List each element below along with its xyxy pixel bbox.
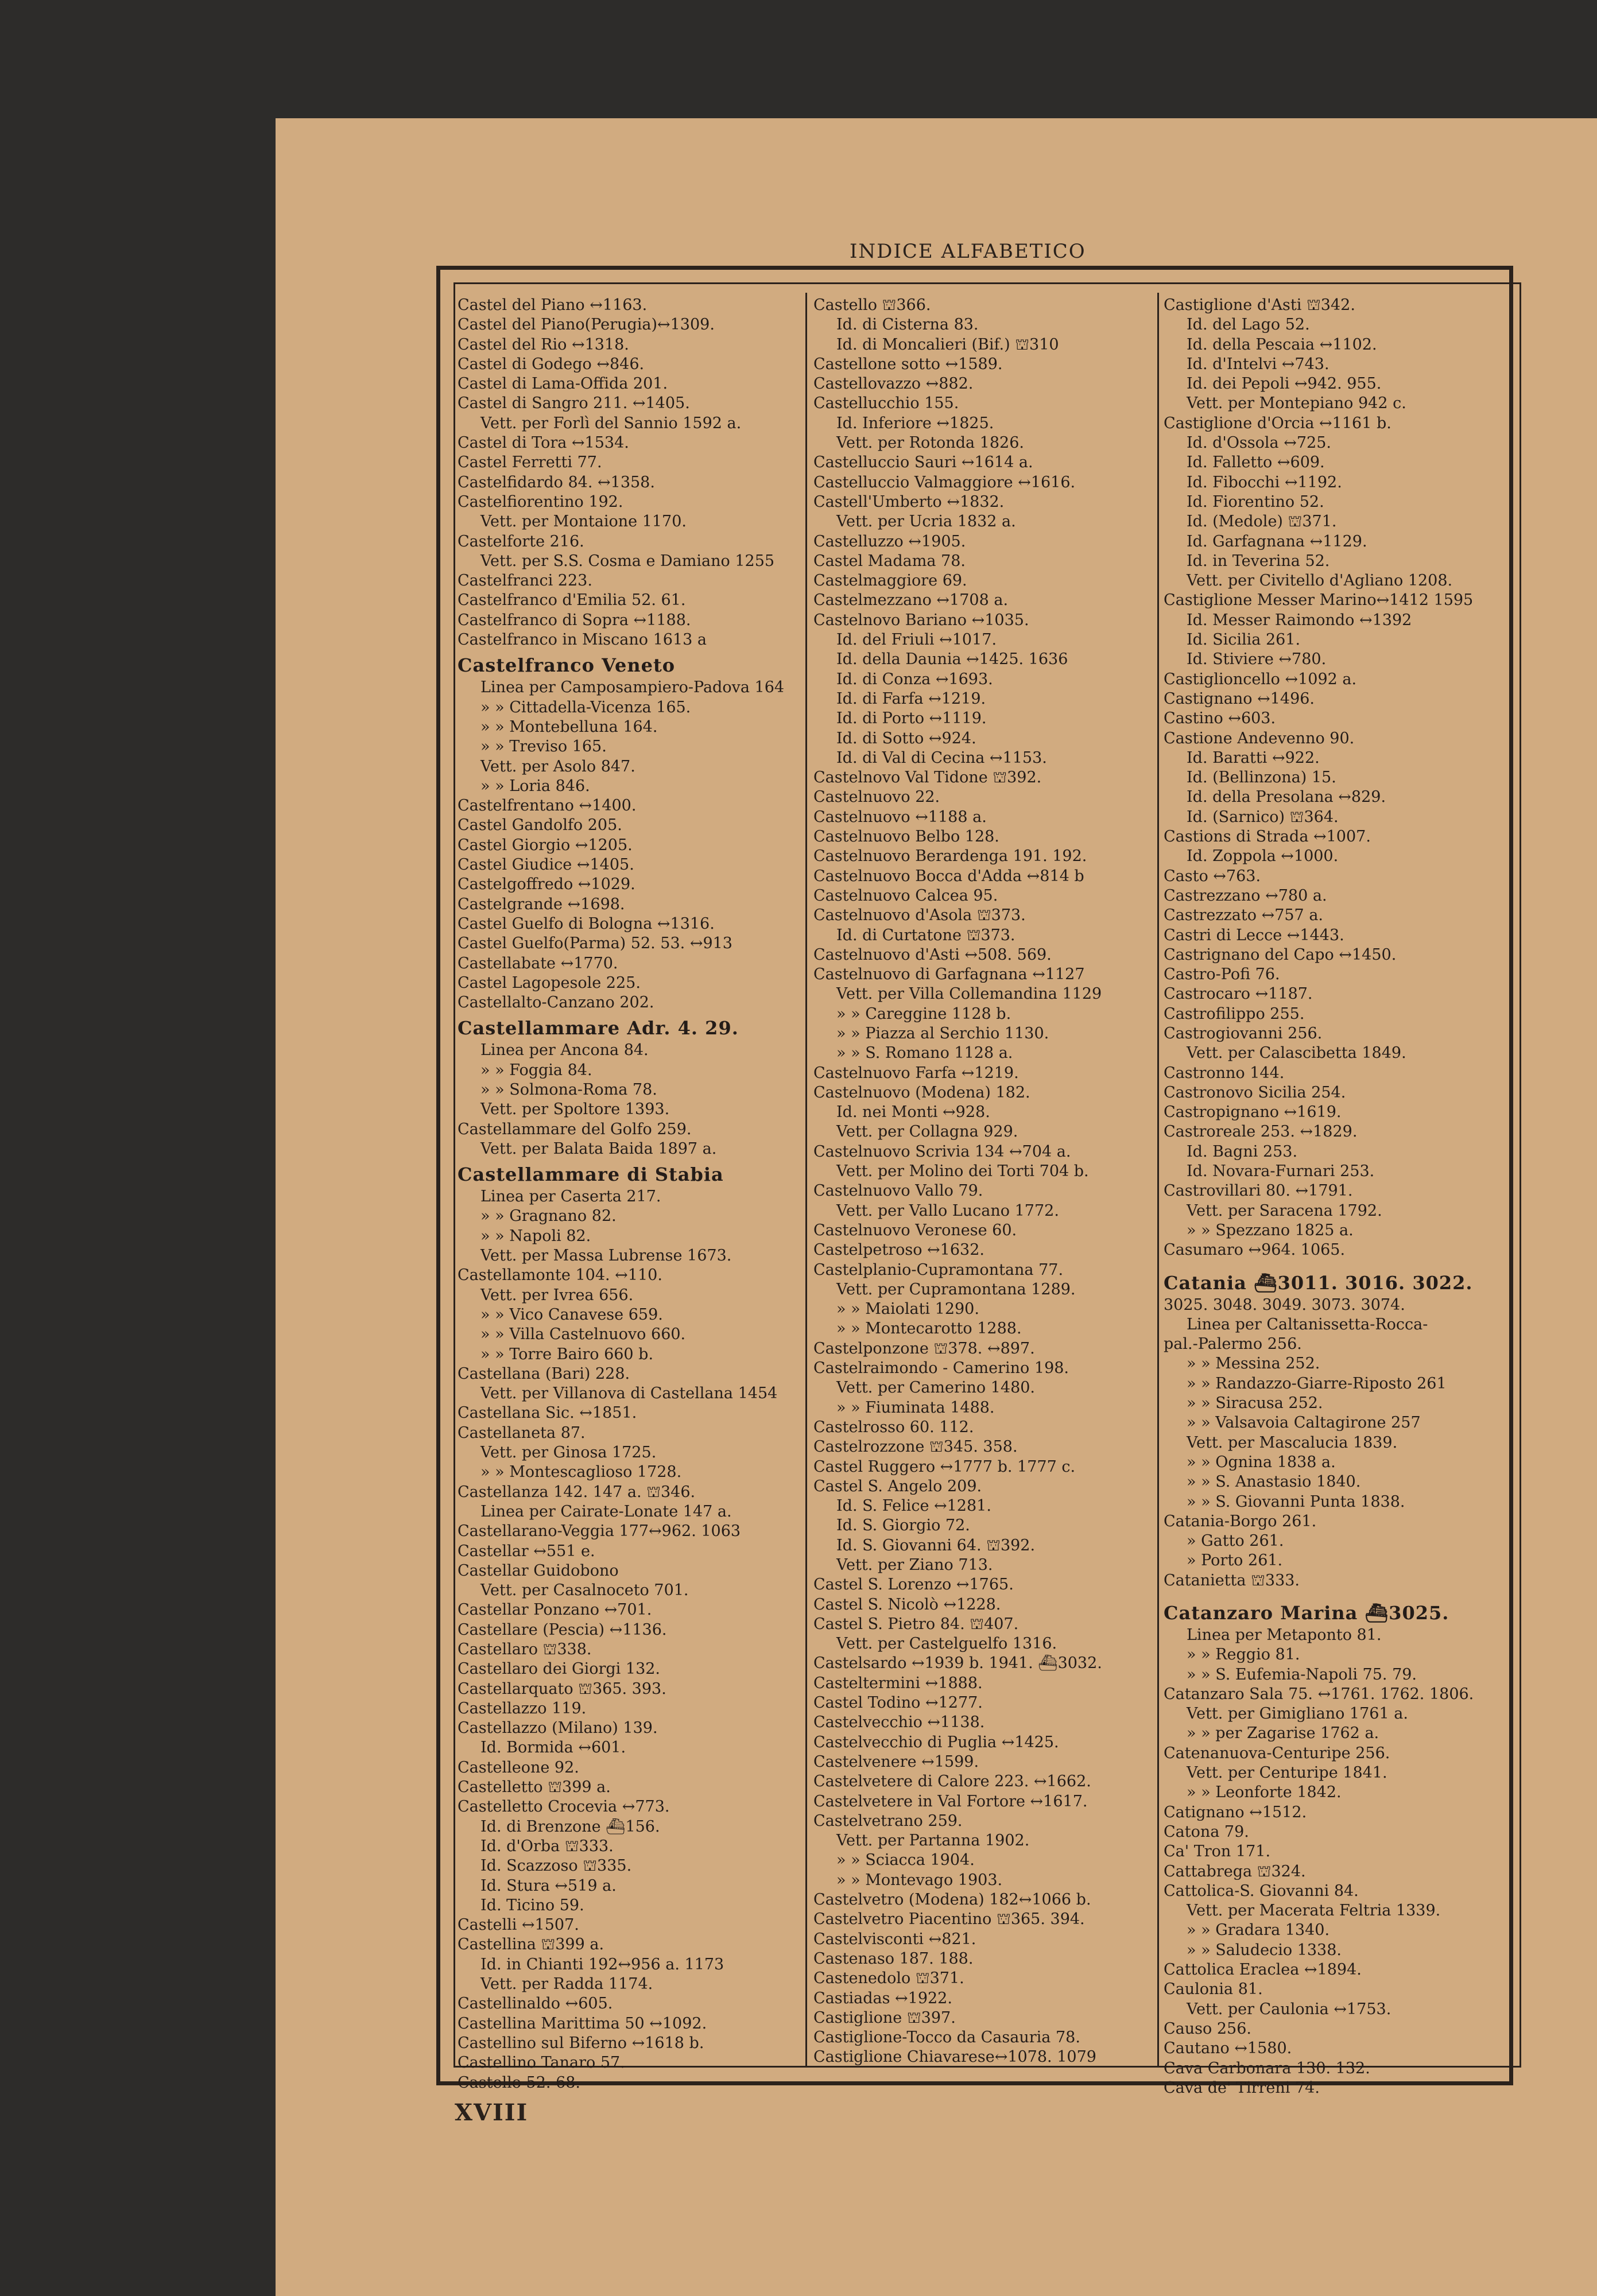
index-column-left: [458, 296, 802, 2092]
index-entry: Id. del Friuli ↔1017.: [836, 631, 997, 649]
index-entry: Vett. per Spoltore 1393.: [480, 1100, 670, 1119]
index-entry: Castellone sotto ↔1589.: [813, 355, 1003, 373]
index-entry: Id. dei Pepoli ↔942. 955.: [1187, 375, 1382, 393]
index-entry: Castino ↔603.: [1164, 709, 1276, 728]
index-entry: » » S. Eufemia-Napoli 75. 79.: [1187, 1665, 1417, 1684]
index-entry: Castellare (Pescia) ↔1136.: [458, 1620, 667, 1639]
index-entry: Id. della Presolana ↔829.: [1187, 788, 1386, 806]
index-entry: Id. di Cisterna 83.: [836, 316, 979, 334]
index-entry: Casto ↔763.: [1164, 867, 1261, 885]
index-entry: pal.-Palermo 256.: [1164, 1335, 1302, 1353]
index-entry: Caulonia 81.: [1164, 1980, 1263, 1999]
index-entry: Castel Giudice ↔1405.: [458, 856, 634, 874]
index-entry: Castelraimondo - Camerino 198.: [813, 1359, 1069, 1378]
index-entry: Vett. per Villanova di Castellana 1454: [480, 1384, 778, 1403]
index-entry: Castel S. Pietro 84. ⛫407.: [813, 1615, 1019, 1633]
index-entry: Castellazzo (Milano) 139.: [458, 1719, 658, 1737]
index-entry: Castelgoffredo ↔1029.: [458, 875, 635, 894]
index-entry: Castignano ↔1496.: [1164, 689, 1315, 708]
index-entry: Castel S. Nicolò ↔1228.: [813, 1595, 1001, 1614]
index-entry: Vett. per Cupramontana 1289.: [836, 1280, 1076, 1298]
index-entry: Castellaro ⛫338.: [458, 1640, 592, 1658]
index-entry: Castel di Sangro 211. ↔1405.: [458, 394, 690, 413]
index-entry: » » Siracusa 252.: [1187, 1394, 1323, 1413]
index-entry: Castel Guelfo di Bologna ↔1316.: [458, 914, 715, 933]
index-entry: Castellucchio 155.: [813, 394, 959, 413]
index-entry: Castelletto ⛫399 a.: [458, 1778, 611, 1797]
index-entry: » » Saludecio 1338.: [1187, 1941, 1342, 1959]
index-entry: Vett. per Montaione 1170.: [480, 513, 687, 531]
index-entry: Castellana Sic. ↔1851.: [458, 1404, 637, 1422]
index-entry: » » Gragnano 82.: [480, 1207, 617, 1225]
index-entry: Catenanuova-Centuripe 256.: [1164, 1744, 1390, 1762]
index-entry: Id. Zoppola ↔1000.: [1187, 847, 1339, 866]
index-entry: Castroreale 253. ↔1829.: [1164, 1123, 1358, 1141]
index-entry: Vett. per Casalnoceto 701.: [480, 1581, 689, 1600]
index-entry: » » Messina 252.: [1187, 1355, 1320, 1373]
index-entry: Id. Sicilia 261.: [1187, 631, 1301, 649]
index-entry: » » Solmona-Roma 78.: [480, 1080, 657, 1099]
index-entry: Castrofilippo 255.: [1164, 1004, 1305, 1023]
index-entry: Castellammare del Golfo 259.: [458, 1120, 692, 1138]
index-entry: Castelvecchio di Puglia ↔1425.: [813, 1733, 1059, 1751]
index-entry: Castel Gandolfo 205.: [458, 816, 622, 835]
index-entry: Castelnuovo Calcea 95.: [813, 886, 998, 905]
index-entry: Id. Fiorentino 52.: [1187, 492, 1324, 511]
index-entry: Id. in Teverina 52.: [1187, 552, 1330, 570]
index-entry: Castel del Piano ↔1163.: [458, 296, 648, 314]
index-entry: Linea per Camposampiero-Padova 164: [480, 678, 785, 697]
index-entry: [1164, 1591, 1502, 1597]
index-entry: » » Napoli 82.: [480, 1227, 591, 1245]
index-entry: Catania ⛴3011. 3016. 3022.: [1164, 1271, 1473, 1294]
index-entry: Id. della Pescaia ↔1102.: [1187, 335, 1377, 354]
index-entry: Castel S. Angelo 209.: [813, 1477, 982, 1495]
index-entry: Catona 79.: [1164, 1822, 1249, 1841]
index-entry: Castelplanio-Cupramontana 77.: [813, 1261, 1064, 1279]
index-entry: Castelluccio Sauri ↔1614 a.: [813, 453, 1033, 472]
index-entry: Castelnuovo di Garfagnana ↔1127: [813, 965, 1085, 984]
index-entry: Castelvisconti ↔821.: [813, 1930, 976, 1948]
index-entry: Castropignano ↔1619.: [1164, 1103, 1342, 1122]
index-entry: Castelfranco di Sopra ↔1188.: [458, 611, 691, 629]
index-entry: » » S. Romano 1128 a.: [836, 1044, 1013, 1062]
index-entry: Castelrosso 60. 112.: [813, 1418, 974, 1436]
index-entry: Castiglioncello ↔1092 a.: [1164, 670, 1357, 688]
index-entry: Cava de' Tirreni 74.: [1164, 2078, 1320, 2097]
index-entry: Castel Madama 78.: [813, 552, 966, 570]
index-entry: Castelponzone ⛫378. ↔897.: [813, 1339, 1035, 1358]
index-entry: Casumaro ↔964. 1065.: [1164, 1241, 1346, 1259]
index-entry: Id. Bormida ↔601.: [480, 1739, 626, 1757]
index-entry: Castel Lagopesole 225.: [458, 974, 641, 992]
index-entry: » » S. Anastasio 1840.: [1187, 1473, 1361, 1491]
index-entry: » » Gradara 1340.: [1187, 1921, 1330, 1940]
index-entry: Castri di Lecce ↔1443.: [1164, 926, 1344, 944]
index-entry: Castelrozzone ⛫345. 358.: [813, 1438, 1018, 1456]
index-entry: Castelmaggiore 69.: [813, 572, 967, 590]
index-entry: Castiglione ⛫397.: [813, 2008, 956, 2027]
index-entry: Castiglione Chiavarese↔1078. 1079: [813, 2048, 1096, 2066]
index-entry: Castello 52. 68.: [458, 2073, 581, 2092]
index-entry: » » Loria 846.: [480, 777, 590, 795]
index-entry: Castrezzato ↔757 a.: [1164, 906, 1324, 925]
index-entry: » Gatto 261.: [1187, 1532, 1284, 1550]
index-entry: Vett. per Mascalucia 1839.: [1187, 1433, 1398, 1452]
index-entry: Castellar Ponzano ↔701.: [458, 1601, 652, 1619]
index-entry: Vett. per Rotonda 1826.: [836, 434, 1024, 452]
index-entry: Vett. per Massa Lubrense 1673.: [480, 1247, 732, 1265]
index-entry: Castro-Pofi 76.: [1164, 965, 1280, 984]
index-entry: » » per Zagarise 1762 a.: [1187, 1724, 1379, 1743]
index-entry: » » S. Giovanni Punta 1838.: [1187, 1492, 1405, 1511]
index-column-right: [1164, 296, 1502, 2097]
index-entry: Castellino Tanaro 57.: [458, 2054, 625, 2072]
index-entry: Id. Ticino 59.: [480, 1896, 584, 1914]
index-entry: Id. del Lago 52.: [1187, 316, 1310, 334]
index-entry: Castelpetroso ↔1632.: [813, 1241, 984, 1259]
index-entry: Id. d'Orba ⛫333.: [480, 1837, 614, 1855]
index-entry: Castelfrentano ↔1400.: [458, 797, 637, 815]
index-entry: Castelletto Crocevia ↔773.: [458, 1798, 670, 1816]
index-entry: Castel di Lama-Offida 201.: [458, 375, 668, 393]
index-entry: Castiglione-Tocco da Casauria 78.: [813, 2029, 1080, 2047]
index-entry: » » Montevago 1903.: [836, 1871, 1003, 1889]
index-entry: Castelnuovo Berardenga 191. 192.: [813, 847, 1087, 866]
index-entry: Id. della Daunia ↔1425. 1636: [836, 650, 1068, 669]
index-entry: Castelnovo Bariano ↔1035.: [813, 611, 1029, 629]
index-entry: Id. Scazzoso ⛫335.: [480, 1857, 632, 1875]
index-entry: » » Careggine 1128 b.: [836, 1004, 1011, 1023]
index-entry: Id. di Sotto ↔924.: [836, 729, 976, 747]
index-entry: Id. Bagni 253.: [1187, 1142, 1298, 1161]
index-entry: Id. (Sarnico) ⛫364.: [1187, 808, 1339, 826]
index-entry: Casteltermini ↔1888.: [813, 1674, 983, 1692]
index-entry: Id. di Val di Cecina ↔1153.: [836, 748, 1047, 767]
index-entry: Castrogiovanni 256.: [1164, 1024, 1323, 1042]
index-entry: Castenedolo ⛫371.: [813, 1969, 964, 1988]
index-entry: Castellabate ↔1770.: [458, 954, 618, 972]
index-entry: Castelnuovo Farfa ↔1219.: [813, 1064, 1019, 1082]
index-entry: Castel Ruggero ↔1777 b. 1777 c.: [813, 1457, 1076, 1476]
index-entry: Castellina Marittima 50 ↔1092.: [458, 2014, 707, 2033]
index-entry: » » Treviso 165.: [480, 738, 607, 756]
index-entry: Catanzaro Sala 75. ↔1761. 1762. 1806.: [1164, 1685, 1474, 1703]
index-entry: Vett. per Castelguelfo 1316.: [836, 1635, 1057, 1653]
index-column-middle: [813, 296, 1158, 2064]
index-entry: Castelluzzo ↔1905.: [813, 532, 966, 550]
index-entry: Castrignano del Capo ↔1450.: [1164, 945, 1397, 964]
index-entry: Vett. per Saracena 1792.: [1187, 1201, 1382, 1220]
index-entry: Id. Stiviere ↔780.: [1187, 650, 1327, 669]
index-entry: Causo 256.: [1164, 2019, 1251, 2038]
index-entry: Vett. per S.S. Cosma e Damiano 1255: [480, 552, 775, 570]
index-entry: Vett. per Calascibetta 1849.: [1187, 1044, 1406, 1062]
index-entry: Castel Todino ↔1277.: [813, 1694, 983, 1712]
index-entry: Castelli ↔1507.: [458, 1916, 579, 1934]
index-entry: Catanietta ⛫333.: [1164, 1571, 1300, 1589]
index-entry: Castellar ↔551 e.: [458, 1542, 595, 1560]
index-entry: Vett. per Centuripe 1841.: [1187, 1764, 1387, 1782]
index-entry: Linea per Caserta 217.: [480, 1188, 661, 1206]
index-entry: Vett. per Radda 1174.: [480, 1975, 653, 1994]
index-entry: Cattolica Eraclea ↔1894.: [1164, 1961, 1362, 1979]
index-entry: Cattabrega ⛫324.: [1164, 1862, 1306, 1880]
index-entry: Id. di Conza ↔1693.: [836, 670, 993, 688]
index-entry: Castelfiorentino 192.: [458, 492, 623, 511]
index-entry: Castelvetere in Val Fortore ↔1617.: [813, 1792, 1088, 1810]
index-entry: [1164, 1261, 1502, 1267]
index-entry: Vett. per Ivrea 656.: [480, 1286, 634, 1304]
index-entry: Castelnuovo ↔1188 a.: [813, 808, 987, 826]
index-entry: Castiadas ↔1922.: [813, 1989, 952, 2007]
index-entry: Vett. per Ucria 1832 a.: [836, 513, 1016, 531]
index-entry: Castel S. Lorenzo ↔1765.: [813, 1576, 1014, 1594]
index-entry: Id. (Medole) ⛫371.: [1187, 513, 1337, 531]
index-entry: Castelluccio Valmaggiore ↔1616.: [813, 473, 1076, 491]
index-entry: Castellazzo 119.: [458, 1699, 587, 1717]
index-entry: Linea per Ancona 84.: [480, 1041, 649, 1060]
column-divider: [805, 293, 807, 2066]
index-entry: Cattolica-S. Giovanni 84.: [1164, 1882, 1359, 1900]
index-entry: Id. S. Giovanni 64. ⛫392.: [836, 1536, 1036, 1554]
index-entry: Castel Giorgio ↔1205.: [458, 836, 633, 854]
index-entry: Id. Inferiore ↔1825.: [836, 414, 994, 432]
index-entry: Id. (Bellinzona) 15.: [1187, 769, 1336, 787]
index-entry: » » Maiolati 1290.: [836, 1300, 979, 1318]
index-entry: » » Vico Canavese 659.: [480, 1305, 663, 1324]
index-entry: Castellarano-Veggia 177↔962. 1063: [458, 1522, 741, 1541]
index-entry: » » Montebelluna 164.: [480, 718, 658, 736]
index-entry: Vett. per Asolo 847.: [480, 757, 635, 775]
index-entry: Castione Andevenno 90.: [1164, 729, 1355, 747]
index-entry: Castelfranco in Miscano 1613 a: [458, 631, 707, 649]
index-entry: Castrezzano ↔780 a.: [1164, 886, 1327, 905]
index-entry: Id. di Farfa ↔1219.: [836, 689, 986, 708]
index-entry: Vett. per Balata Baida 1897 a.: [480, 1139, 717, 1158]
index-entry: » » Reggio 81.: [1187, 1646, 1300, 1664]
index-entry: Castiglione d'Asti ⛫342.: [1164, 296, 1355, 314]
index-entry: Vett. per Caulonia ↔1753.: [1187, 2000, 1391, 2018]
index-entry: Castelnuovo Belbo 128.: [813, 828, 999, 846]
index-entry: Vett. per Vallo Lucano 1772.: [836, 1201, 1059, 1220]
index-entry: Linea per Caltanissetta-Rocca-: [1187, 1315, 1428, 1333]
index-entry: Castellana (Bari) 228.: [458, 1364, 630, 1383]
index-entry: Castellaro dei Giorgi 132.: [458, 1660, 661, 1678]
index-entry: Castenaso 187. 188.: [813, 1949, 974, 1968]
index-entry: Castellaneta 87.: [458, 1424, 586, 1442]
index-entry: Castelvecchio ↔1138.: [813, 1713, 985, 1732]
index-entry: Castelsardo ↔1939 b. 1941. ⛴3032.: [813, 1654, 1102, 1673]
index-entry: Castelnuovo Bocca d'Adda ↔814 b: [813, 867, 1084, 885]
index-entry: Castellino sul Biferno ↔1618 b.: [458, 2034, 704, 2052]
index-entry: Cava Carbonara 130. 132.: [1164, 2059, 1370, 2077]
index-entry: Castellinaldo ↔605.: [458, 1995, 613, 2013]
index-entry: » » Sciacca 1904.: [836, 1851, 975, 1870]
index-entry: Vett. per Ziano 713.: [836, 1556, 993, 1574]
index-entry: Castello ⛫366.: [813, 296, 931, 314]
index-entry: Castelnuovo d'Asola ⛫373.: [813, 906, 1026, 925]
index-entry: Id. in Chianti 192↔956 a. 1173: [480, 1955, 724, 1973]
index-entry: Id. Novara-Furnari 253.: [1187, 1162, 1375, 1181]
index-entry: Castelfidardo 84. ↔1358.: [458, 473, 655, 491]
index-entry: Linea per Cairate-Lonate 147 a.: [480, 1502, 732, 1521]
index-entry: Id. Garfagnana ↔1129.: [1187, 532, 1367, 550]
index-entry: Vett. per Villa Collemandina 1129: [836, 985, 1102, 1003]
index-entry: Castronovo Sicilia 254.: [1164, 1083, 1346, 1102]
index-entry: Castelfranci 223.: [458, 572, 592, 590]
index-entry: Vett. per Forlì del Sannio 1592 a.: [480, 414, 742, 432]
index-entry: Castelforte 216.: [458, 532, 584, 550]
index-entry: Castell'Umberto ↔1832.: [813, 492, 1005, 511]
index-entry: Id. d'Ossola ↔725.: [1187, 434, 1331, 452]
index-entry: Castel del Piano(Perugia)↔1309.: [458, 316, 715, 334]
index-entry: Id. nei Monti ↔928.: [836, 1103, 990, 1122]
index-entry: Castelleone 92.: [458, 1758, 579, 1777]
index-entry: Castel Ferretti 77.: [458, 453, 602, 472]
index-entry: Id. Falletto ↔609.: [1187, 453, 1325, 472]
index-entry: Castel Guelfo(Parma) 52. 53. ↔913: [458, 934, 732, 953]
index-entry: Castiglione d'Orcia ↔1161 b.: [1164, 414, 1391, 432]
index-entry: Vett. per Camerino 1480.: [836, 1379, 1036, 1397]
index-entry: Vett. per Ginosa 1725.: [480, 1444, 657, 1462]
index-entry: 3025. 3048. 3049. 3073. 3074.: [1164, 1296, 1405, 1314]
index-entry: » » Fiuminata 1488.: [836, 1398, 995, 1417]
index-entry: Catania-Borgo 261.: [1164, 1512, 1317, 1530]
index-entry: » » Montescaglioso 1728.: [480, 1463, 682, 1481]
index-entry: Castrocaro ↔1187.: [1164, 985, 1313, 1003]
index-entry: » » Cittadella-Vicenza 165.: [480, 698, 691, 716]
index-entry: Castelnuovo Veronese 60.: [813, 1221, 1017, 1239]
index-entry: Castelfranco Veneto: [458, 654, 676, 677]
index-entry: Castrovillari 80. ↔1791.: [1164, 1182, 1353, 1200]
index-entry: Castellar Guidobono: [458, 1561, 619, 1580]
index-entry: Id. di Brenzone ⛴156.: [480, 1817, 660, 1836]
index-entry: Castellammare di Stabia: [458, 1163, 724, 1186]
index-entry: Id. Messer Raimondo ↔1392: [1187, 611, 1412, 629]
index-entry: Castelnuovo (Modena) 182.: [813, 1083, 1030, 1102]
index-entry: Castelnuovo d'Asti ↔508. 569.: [813, 945, 1052, 964]
index-entry: Castelvetro Piacentino ⛫365. 394.: [813, 1910, 1085, 1929]
index-entry: » » Foggia 84.: [480, 1061, 592, 1079]
index-entry: Castelnuovo Vallo 79.: [813, 1182, 983, 1200]
index-entry: Linea per Metaponto 81.: [1187, 1626, 1382, 1644]
page-title: INDICE ALFABETICO: [850, 240, 1086, 263]
index-entry: Castellarquato ⛫365. 393.: [458, 1680, 666, 1698]
index-entry: » » Villa Castelnuovo 660.: [480, 1325, 686, 1344]
page-number: XVIII: [455, 2099, 529, 2126]
index-entry: Castelgrande ↔1698.: [458, 895, 625, 913]
index-entry: Id. S. Felice ↔1281.: [836, 1497, 991, 1515]
index-entry: Castelmezzano ↔1708 a.: [813, 591, 1009, 610]
index-entry: Castellina ⛫399 a.: [458, 1936, 604, 1954]
index-entry: Id. di Curtatone ⛫373.: [836, 926, 1015, 944]
index-entry: Castellanza 142. 147 a. ⛫346.: [458, 1483, 696, 1501]
index-entry: » Porto 261.: [1187, 1552, 1283, 1570]
index-entry: Vett. per Partanna 1902.: [836, 1832, 1030, 1850]
index-entry: » » Spezzano 1825 a.: [1187, 1221, 1354, 1239]
index-entry: » » Valsavoia Caltagirone 257: [1187, 1414, 1421, 1432]
index-entry: Id. di Moncalieri (Bif.) ⛫310: [836, 335, 1059, 354]
index-entry: Vett. per Collagna 929.: [836, 1123, 1018, 1141]
index-entry: Castelnuovo 22.: [813, 788, 940, 806]
index-entry: Vett. per Molino dei Torti 704 b.: [836, 1162, 1089, 1181]
index-entry: » » Torre Bairo 660 b.: [480, 1345, 654, 1363]
index-entry: Castelfranco d'Emilia 52. 61.: [458, 591, 686, 610]
index-entry: » » Leonforte 1842.: [1187, 1783, 1342, 1802]
index-entry: Id. Fibocchi ↔1192.: [1187, 473, 1342, 491]
index-entry: Castellamonte 104. ↔110.: [458, 1266, 662, 1285]
index-entry: Id. di Porto ↔1119.: [836, 709, 987, 728]
index-entry: Castellalto-Canzano 202.: [458, 994, 654, 1012]
index-entry: » » Ognina 1838 a.: [1187, 1453, 1336, 1471]
index-entry: Cautano ↔1580.: [1164, 2039, 1292, 2058]
index-entry: » » Montecarotto 1288.: [836, 1320, 1022, 1338]
index-entry: Castiglione Messer Marino↔1412 1595: [1164, 591, 1474, 610]
index-entry: Castel del Rio ↔1318.: [458, 335, 629, 354]
index-entry: Castelnovo Val Tidone ⛫392.: [813, 769, 1042, 787]
index-entry: Catanzaro Marina ⛴3025.: [1164, 1602, 1449, 1624]
index-entry: Vett. per Macerata Feltria 1339.: [1187, 1902, 1441, 1920]
index-entry: Ca' Tron 171.: [1164, 1843, 1271, 1861]
index-entry: Id. Baratti ↔922.: [1187, 748, 1320, 767]
index-entry: Catignano ↔1512.: [1164, 1803, 1307, 1821]
index-entry: Castelnuovo Scrivia 134 ↔704 a.: [813, 1142, 1071, 1161]
index-entry: Castel di Tora ↔1534.: [458, 434, 629, 452]
index-entry: » » Randazzo-Giarre-Riposto 261: [1187, 1374, 1447, 1393]
index-entry: Vett. per Gimigliano 1761 a.: [1187, 1705, 1408, 1723]
index-entry: » » Piazza al Serchio 1130.: [836, 1024, 1049, 1042]
index-entry: Id. d'Intelvi ↔743.: [1187, 355, 1329, 373]
index-entry: Vett. per Montepiano 942 c.: [1187, 394, 1406, 413]
index-entry: Castronno 144.: [1164, 1064, 1285, 1082]
index-entry: Castelvetrano 259.: [813, 1812, 963, 1830]
index-entry: Vett. per Civitello d'Agliano 1208.: [1187, 572, 1453, 590]
index-entry: Id. Stura ↔519 a.: [480, 1876, 617, 1895]
index-entry: Castellammare Adr. 4. 29.: [458, 1017, 739, 1040]
index-entry: Castelvetro (Modena) 182↔1066 b.: [813, 1891, 1091, 1909]
index-entry: Id. S. Giorgio 72.: [836, 1517, 970, 1535]
index-entry: Castelvenere ↔1599.: [813, 1752, 979, 1771]
index-entry: Castel di Godego ↔846.: [458, 355, 645, 373]
index-entry: Castions di Strada ↔1007.: [1164, 828, 1371, 846]
index-entry: Castelvetere di Calore 223. ↔1662.: [813, 1773, 1091, 1791]
index-entry: Castellovazzo ↔882.: [813, 375, 974, 393]
